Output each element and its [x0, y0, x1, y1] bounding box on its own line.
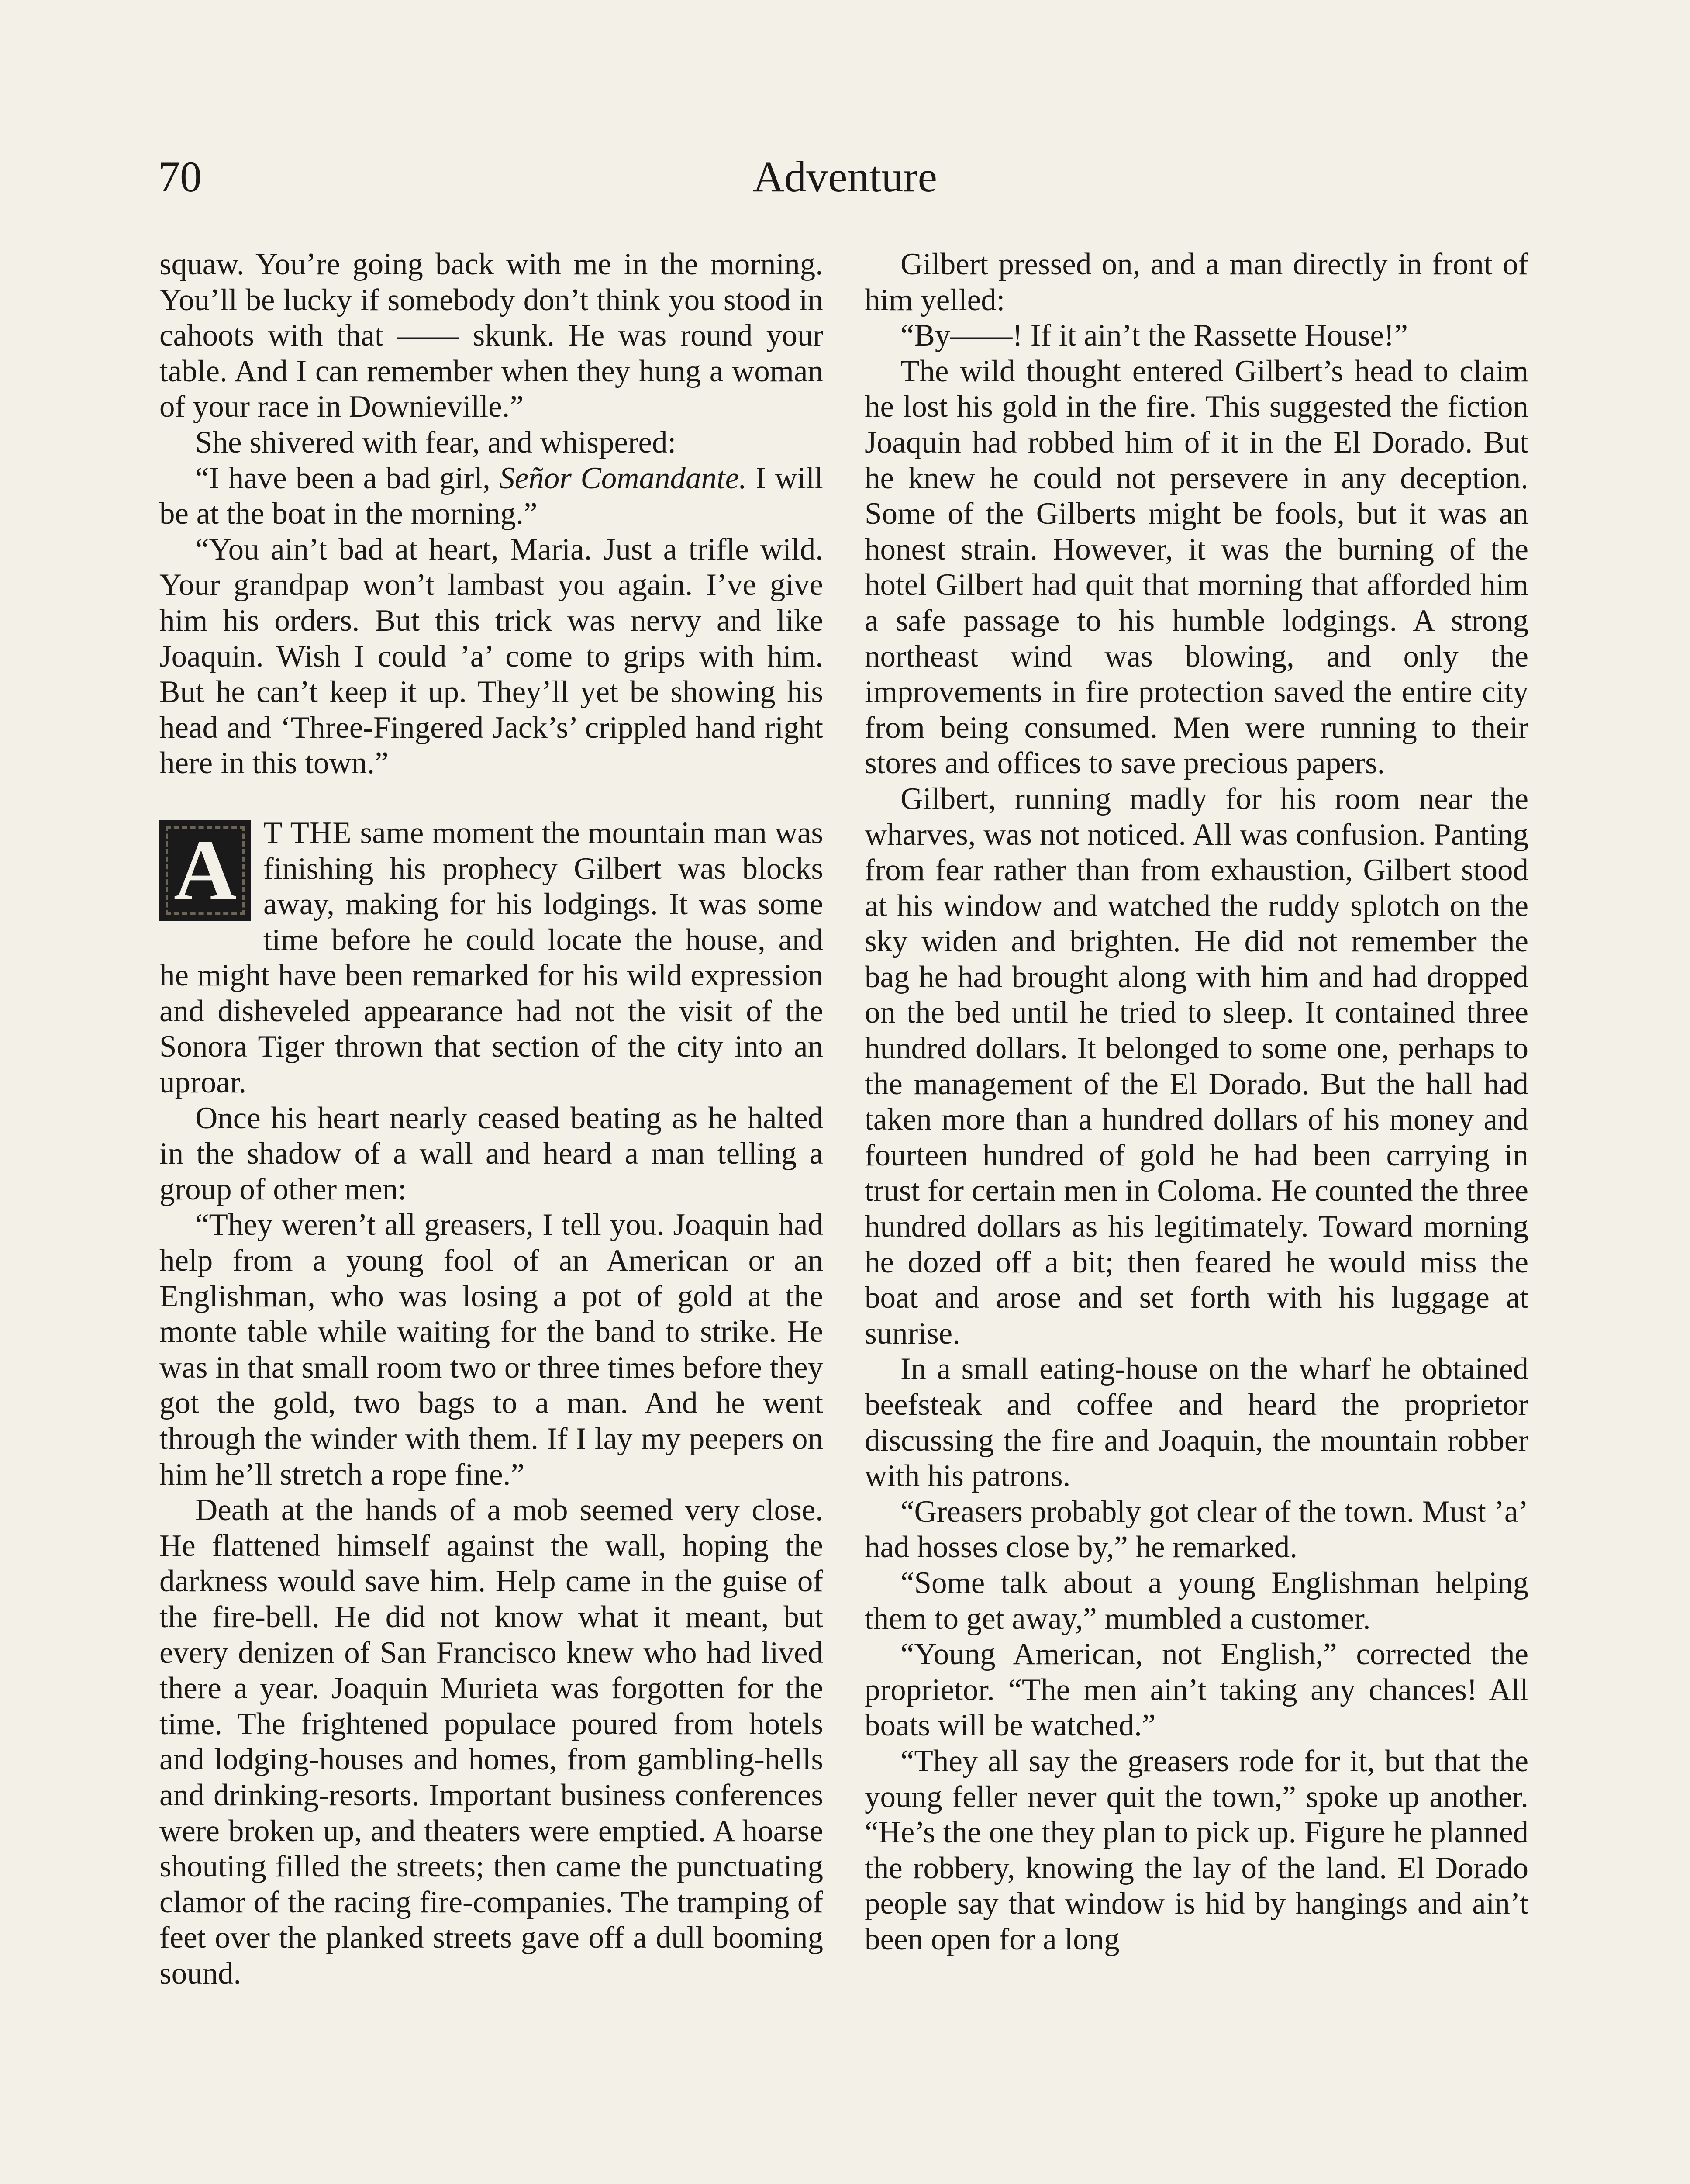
paragraph: In a small eating-house on the wharf he obtained beefsteak and coffee and heard the proprietor discussing the fire and Joaquin, the mountain robber with his patrons.	[865, 1352, 1528, 1493]
paragraph: “Some talk about a young Englishman helping them to get away,” mumbled a customer.	[865, 1565, 1528, 1636]
text-run: “I have been a bad girl,	[195, 461, 500, 495]
lead-in-caps: T THE	[263, 816, 352, 850]
drop-cap-letter: A	[173, 822, 237, 919]
text-run: same moment the mountain man was finishing his prophecy Gilbert was blocks away, making for his lodgings. It was some time before he could locate the house, and he might have been remarked for his wild expression and disheveled appearance had not the visit of the Sonora Tiger thrown that section of the city into an uproar.	[159, 816, 823, 1100]
paragraph: Once his heart nearly ceased beating as he halted in the shadow of a wall and heard a man telling a group of other men:	[159, 1101, 823, 1206]
paragraph: She shivered with fear, and whispered:	[195, 425, 676, 460]
paragraph: “They weren’t all greasers, I tell you. Joaquin had help from a young fool of an American or an Englishman, who was losing a pot of gold at the monte table while waiting for the band to strike. He was in that small room two or three times before they got the gold, two bags to a man. And he went through the winder with them. If I lay my peepers on him he’ll stretch a rope fine.”	[159, 1208, 823, 1492]
paragraph: “They all say the greasers rode for it, but that the young feller never quit the town,” spoke up another. “He’s the one they plan to pick up. Figure he planned the robbery, knowing the lay of the land. El Dorado people say that window is hid by hangings and ain’t been open for a long	[865, 1744, 1528, 1956]
drop-cap-ornament	[159, 820, 251, 921]
paragraph: squaw. You’re going back with me in the morning. You’ll be lucky if somebody don’t think you stood in cahoots with that —— skunk. He was round your table. And I can remember when they hung a woman of your race in Downieville.”	[159, 247, 823, 424]
paragraph: “Young American, not English,” corrected the proprietor. “The men ain’t taking any chances! All boats will be watched.”	[865, 1637, 1528, 1743]
section-opening-paragraph	[159, 816, 823, 1101]
paragraph: “Greasers probably got clear of the town. Must ’a’ had hosses close by,” he remarked.	[865, 1494, 1528, 1565]
paragraph: “By——! If it ain’t the Rassette House!”	[900, 318, 1408, 353]
left-column	[159, 247, 823, 1992]
paragraph: Gilbert, running madly for his room near the wharves, was not noticed. All was confusion. Panting from fear rather than from exhaustion, Gilbert stood at his window and watched the ruddy splotch on the sky widen and brighten. He did not remember the bag he had brought along with him and had dropped on the bed until he tried to sleep. It contained three hundred dollars. It belonged to some one, perhaps to the management of the El Dorado. But the hall had taken more than a hundred dollars of his money and fourteen hundred of gold he had been carrying in trust for certain men in Coloma. He counted the three hundred dollars as his legitimately. Toward morning he dozed off a bit; then feared he would miss the boat and arose and set forth with his luggage at sunrise.	[865, 781, 1528, 1351]
italic-text: Señor Comandante.	[499, 461, 747, 495]
right-column	[865, 247, 1528, 1958]
paragraph: Death at the hands of a mob seemed very close. He flattened himself against the wall, hoping the darkness would save him. Help came in the guise of the fire-bell. He did not know what it meant, but every denizen of San Francisco knew who had lived there a year. Joaquin Murieta was forgotten for the time. The frightened populace poured from hotels and lodging-houses and homes, from gambling-hells and drinking-resorts. Important business conferences were broken up, and theaters were emptied. A hoarse shouting filled the streets; then came the punctuating clamor of the racing fire-companies. The tramping of feet over the planked streets gave off a dull booming sound.	[159, 1493, 823, 1990]
page-number: 70	[158, 152, 202, 201]
paragraph: “You ain’t bad at heart, Maria. Just a trifle wild. Your grandpap won’t lambast you again. I’ve give him his orders. But this trick was nervy and like Joaquin. Wish I could ’a’ come to grips with him. But he can’t keep it up. They’ll yet be showing his head and ‘Three-Fingered Jack’s’ crippled hand right here in this town.”	[159, 532, 823, 781]
paragraph: The wild thought entered Gilbert’s head to claim he lost his gold in the fire. This suggested the fiction Joaquin had robbed him of it in the El Dorado. But he knew he could not persevere in any deception. Some of the Gilberts might be fools, but it was an honest strain. However, it was the burning of the hotel Gilbert had quit that morning that afforded him a safe passage to his humble lodgings. A strong northeast wind was blowing, and only the improvements in fire protection saved the entire city from being consumed. Men were running to their stores and offices to save precious papers.	[865, 354, 1528, 781]
paragraph	[159, 461, 823, 532]
ornament-border	[166, 822, 245, 919]
paragraph: Gilbert pressed on, and a man directly in front of him yelled:	[865, 247, 1528, 317]
text-run: I will be at the boat in the morning.”	[159, 461, 823, 531]
running-head-title: Adventure	[752, 152, 938, 201]
